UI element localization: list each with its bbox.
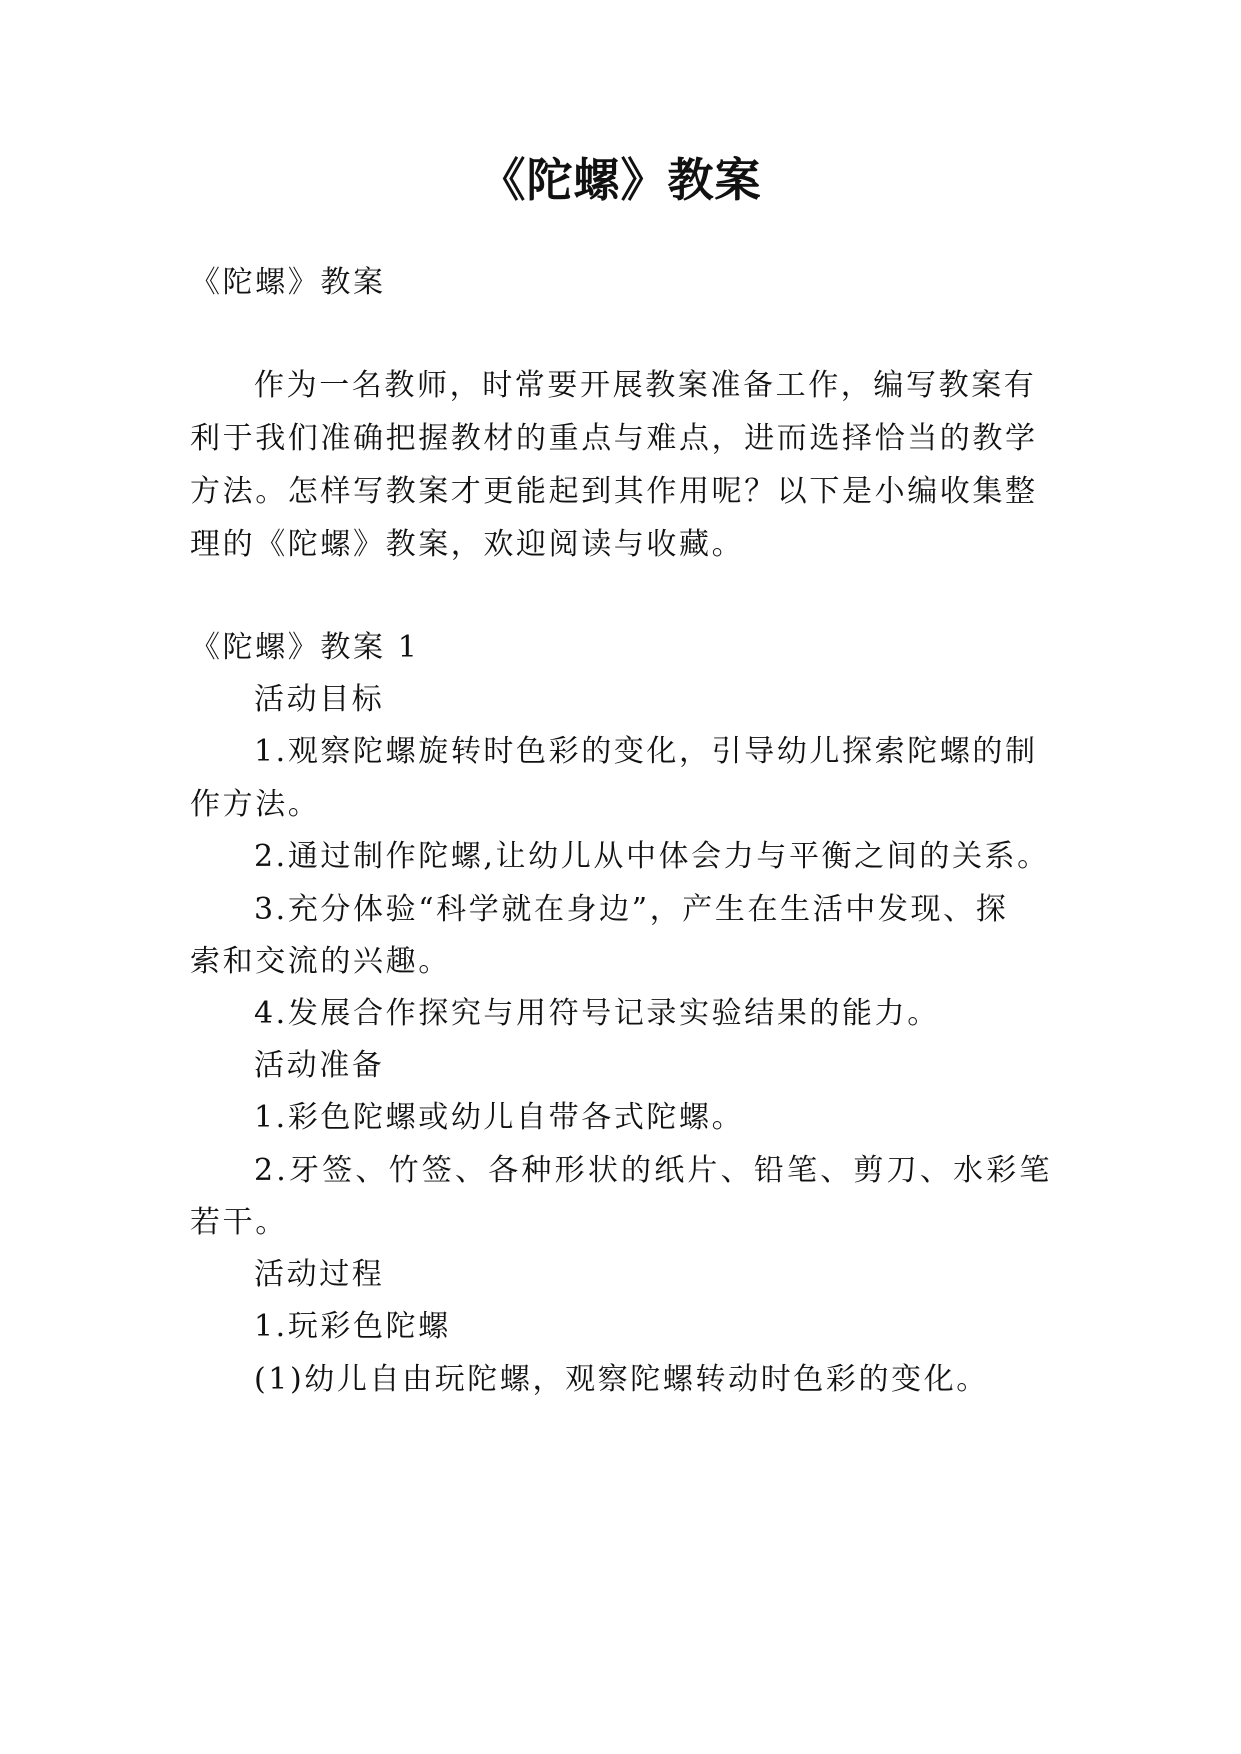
intro-paragraph-line: 作为一名教师，时常要开展教案准备工作，编写教案有 [254,368,1037,403]
process-heading: 活动过程 [254,1257,385,1292]
prep-line: 1.彩色陀螺或幼儿自带各式陀螺。 [254,1100,745,1135]
intro-paragraph-line: 利于我们准确把握教材的重点与难点，进而选择恰当的教学 [190,421,1038,456]
prep-line: 若干。 [190,1205,288,1240]
process-line: (1)幼儿自由玩陀螺，观察陀螺转动时色彩的变化。 [254,1362,989,1397]
goal-line: 3.充分体验“科学就在身边”，产生在生活中发现、探 [254,892,1009,927]
goal-line: 1.观察陀螺旋转时色彩的变化，引导幼儿探索陀螺的制 [254,734,1038,769]
prep-line: 2.牙签、竹签、各种形状的纸片、铅笔、剪刀、水彩笔 [254,1153,1053,1188]
process-line: 1.玩彩色陀螺 [254,1309,451,1344]
goal-line: 2.通过制作陀螺,让幼儿从中体会力与平衡之间的关系。 [254,839,1050,874]
goal-line: 索和交流的兴趣。 [190,944,451,979]
goal-line: 4.发展合作探究与用符号记录实验结果的能力。 [254,996,940,1031]
document-subtitle: 《陀螺》教案 [190,265,386,300]
goal-line: 作方法。 [190,787,321,822]
intro-paragraph-line: 方法。怎样写教案才更能起到其作用呢？以下是小编收集整 [190,474,1038,509]
section-heading: 《陀螺》教案 1 [190,630,420,665]
document-title: 《陀螺》教案 [479,153,762,207]
intro-paragraph-line: 理的《陀螺》教案，欢迎阅读与收藏。 [190,527,745,562]
goals-heading: 活动目标 [254,682,385,717]
prep-heading: 活动准备 [254,1048,385,1083]
